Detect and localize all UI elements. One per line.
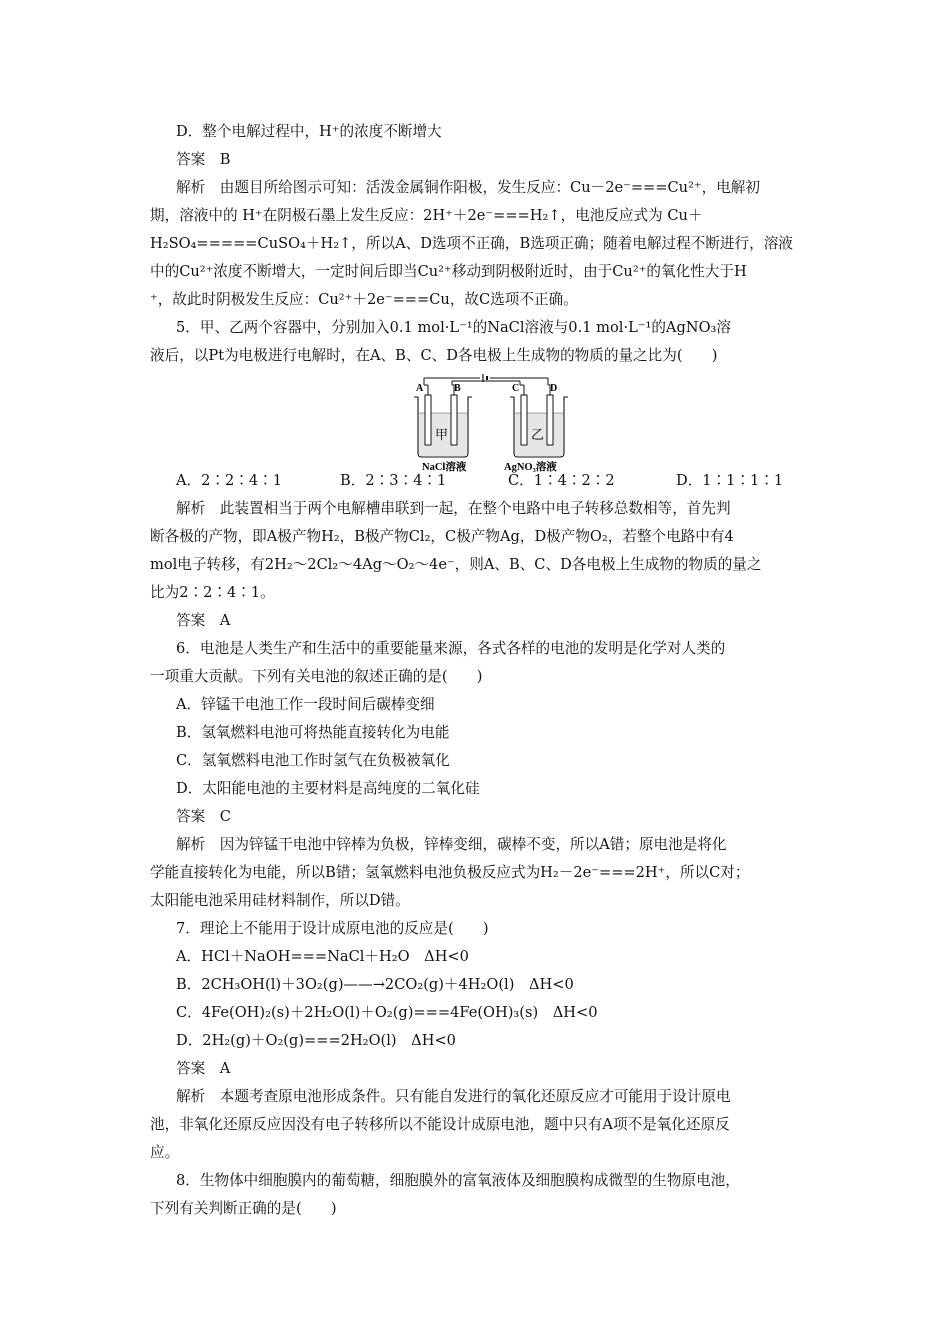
q4-explanation-line: 中的Cu²⁺浓度不断增大，一定时间后即当Cu²⁺移动到阴极附近时，由于Cu²⁺的氧化性大于H [150,263,747,280]
electrode-b-label: B [454,383,461,394]
q5-answer: 答案 A [176,612,231,629]
q8-stem: 下列有关判断正确的是( ) [150,1200,337,1217]
q4-answer: 答案 B [176,151,231,168]
electrode-b [451,395,457,445]
q4-explanation-line: 解析 由题目所给图示可知：活泼金属铜作阳极，发生反应：Cu－2e⁻===Cu²⁺，电解初 [176,179,760,196]
solution-left-label: NaCl溶液 [422,462,467,473]
q5-stem: 5．甲、乙两个容器中，分别加入0.1 mol·L⁻¹的NaCl溶液与0.1 mol·L⁻¹的AgNO₃溶 [176,319,731,336]
q5-explanation-line: 断各极的产物，即A极产物H₂，B极产物Cl₂，C极产物Ag，D极产物O₂，若整个电路中有4 [150,528,734,545]
solution-right-label: AgNO₃溶液 [504,462,557,473]
q4-explanation-line: 期，溶液中的 H⁺在阴极石墨上发生反应：2H⁺＋2e⁻===H₂↑，电池反应式为 Cu＋ [150,207,703,224]
q7-answer: 答案 A [176,1060,231,1077]
q7-stem: 7．理论上不能用于设计成原电池的反应是( ) [176,920,489,937]
q5-explanation-line: mol电子转移，有2H₂～2Cl₂～4Ag～O₂～4e⁻，则A、B、C、D各电极上生成物的物质的量之 [150,556,762,573]
electrolysis-apparatus-figure [412,373,572,473]
q6-stem: 一项重大贡献。下列有关电池的叙述正确的是( ) [150,668,483,685]
electrode-a [425,395,431,445]
electrode-c [521,395,527,445]
q5-explanation-line: 解析 此装置相当于两个电解槽串联到一起，在整个电路中电子转移总数相等，首先判 [176,500,731,517]
q7-option-d: D．2H₂(g)＋O₂(g)===2H₂O(l) ΔH<0 [176,1032,456,1049]
q5-option-c: C．1∶4∶2∶2 [508,472,615,489]
electrode-d [547,395,553,445]
q8-stem: 8．生物体中细胞膜内的葡萄糖，细胞膜外的富氧液体及细胞膜构成微型的生物原电池， [176,1172,740,1189]
q7-option-c: C．4Fe(OH)₂(s)＋2H₂O(l)＋O₂(g)===4Fe(OH)₃(s) ΔH<0 [176,1004,598,1021]
cell-left-label: 甲 [435,427,449,442]
q7-option-b: B．2CH₃OH(l)＋3O₂(g)——→2CO₂(g)＋4H₂O(l) ΔH<0 [176,976,574,993]
q5-option-a: A．2∶2∶4∶1 [176,472,283,489]
cell-right-label: 乙 [531,427,545,442]
q7-explanation-line: 应。 [150,1144,180,1161]
q6-explanation-line: 学能直接转化为电能，所以B错；氢氧燃料电池负极反应式为H₂－2e⁻===2H⁺，所以C对； [150,864,750,881]
q6-explanation-line: 太阳能电池采用硅材料制作，所以D错。 [150,892,410,909]
q5-explanation-line: 比为2∶2∶4∶1。 [150,584,275,601]
q6-option-b: B．氢氧燃料电池可将热能直接转化为电能 [176,724,450,741]
electrode-d-label: D [550,383,558,394]
q6-option-c: C．氢氧燃料电池工作时氢气在负极被氧化 [176,752,450,769]
q6-stem: 6．电池是人类生产和生活中的重要能量来源，各式各样的电池的发明是化学对人类的 [176,640,726,657]
q4-explanation-line: H₂SO₄=====CuSO₄＋H₂↑，所以A、D选项不正确，B选项正确；随着电解过程不断进行，溶液 [150,235,793,252]
q7-explanation-line: 解析 本题考查原电池形成条件。只有能自发进行的氧化还原反应才可能用于设计原电 [176,1088,731,1105]
q6-option-d: D．太阳能电池的主要材料是高纯度的二氧化硅 [176,780,480,797]
q6-answer: 答案 C [176,808,231,825]
q5-option-b: B．2∶3∶4∶1 [340,472,447,489]
q7-option-a: A．HCl＋NaOH===NaCl＋H₂O ΔH<0 [176,948,469,965]
q4-option-d: D．整个电解过程中，H⁺的浓度不断增大 [176,123,442,140]
q6-option-a: A．锌锰干电池工作一段时间后碳棒变细 [176,696,435,713]
q4-explanation-line: ⁺，故此时阴极发生反应：Cu²⁺＋2e⁻===Cu，故C选项不正确。 [150,291,578,308]
electrode-c-label: C [512,383,520,394]
q5-stem: 液后，以Pt为电极进行电解时，在A、B、C、D各电极上生成物的物质的量之比为( ) [150,347,718,364]
q7-explanation-line: 池，非氧化还原反应因没有电子转移所以不能设计成原电池，题中只有A项不是氧化还原反 [150,1116,730,1133]
q5-option-d: D．1∶1∶1∶1 [676,472,784,489]
q6-explanation-line: 解析 因为锌锰干电池中锌棒为负极，锌棒变细，碳棒不变，所以A错；原电池是将化 [176,836,727,853]
electrode-a-label: A [416,383,424,394]
